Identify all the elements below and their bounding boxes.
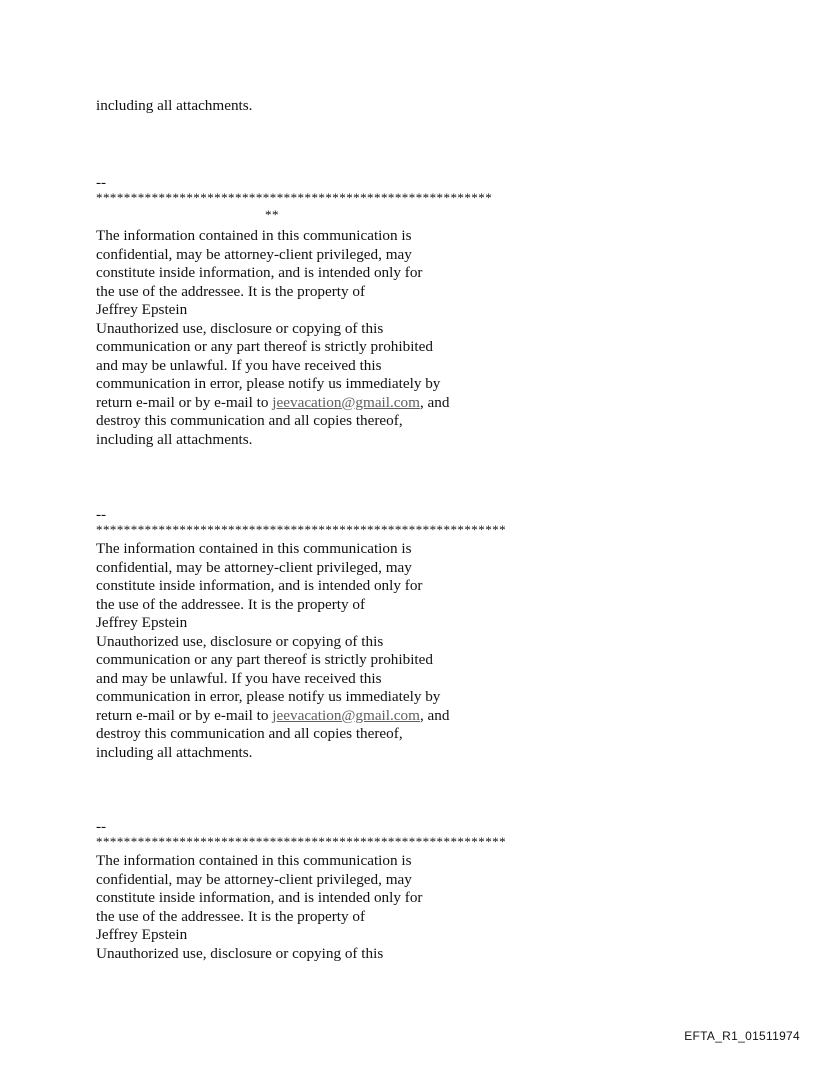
return-prefix: return e-mail or by e-mail to	[96, 706, 273, 724]
disclaimer-line: Jeffrey Epstein	[96, 301, 188, 318]
disclaimer-line: including all attachments.	[96, 743, 253, 761]
separator-stars: ***********************************************************	[96, 522, 507, 537]
disclaimer-line: communication in error, please notify us immediately by	[96, 688, 441, 705]
disclaimer-line: and may be unlawful. If you have received this	[96, 669, 382, 687]
disclaimer-line: the use of the addressee. It is the property of	[96, 282, 366, 300]
disclaimer-line: Jeffrey Epstein	[96, 926, 188, 943]
separator-stars: *********************************************************	[96, 190, 493, 205]
disclaimer-line: communication or any part thereof is strictly prohibited	[96, 651, 433, 668]
disclaimer-line: including all attachments.	[96, 430, 253, 448]
disclaimer-line: The information contained in this communication is	[96, 852, 412, 869]
disclaimer-return-line	[96, 707, 449, 726]
separator-stars-continued: **	[265, 207, 279, 222]
separator-dash: --	[96, 174, 107, 191]
disclaimer-line: the use of the addressee. It is the property of	[96, 907, 366, 925]
disclaimer-line: confidential, may be attorney-client privileged, may	[96, 870, 412, 888]
disclaimer-line: confidential, may be attorney-client privileged, may	[96, 558, 412, 576]
disclaimer-line: Unauthorized use, disclosure or copying of this	[96, 319, 384, 337]
disclaimer-line: Jeffrey Epstein	[96, 614, 188, 631]
return-prefix: return e-mail or by e-mail to	[96, 393, 273, 411]
return-suffix: , and	[419, 706, 450, 724]
disclaimer-line: constitute inside information, and is intended only for	[96, 889, 423, 906]
top-tail-text: including all attachments.	[96, 97, 253, 114]
disclaimer-line: the use of the addressee. It is the property of	[96, 595, 366, 613]
disclaimer-line: Unauthorized use, disclosure or copying of this	[96, 632, 384, 650]
separator-dash: --	[96, 506, 107, 523]
disclaimer-line: communication in error, please notify us immediately by	[96, 375, 441, 392]
email-link[interactable]: jeevacation@gmail.com	[272, 393, 420, 411]
disclaimer-line: destroy this communication and all copies thereof,	[96, 725, 403, 742]
return-suffix: , and	[419, 393, 450, 411]
disclaimer-line: The information contained in this communication is	[96, 540, 412, 557]
disclaimer-line: destroy this communication and all copies thereof,	[96, 412, 403, 429]
document-id: EFTA_R1_01511974	[684, 1029, 800, 1043]
disclaimer-return-line	[96, 394, 449, 413]
separator-stars: ***********************************************************	[96, 834, 507, 849]
disclaimer-line: constitute inside information, and is intended only for	[96, 577, 423, 594]
disclaimer-line: confidential, may be attorney-client privileged, may	[96, 245, 412, 263]
disclaimer-line: and may be unlawful. If you have received this	[96, 356, 382, 374]
disclaimer-line: The information contained in this communication is	[96, 227, 412, 244]
separator-dash: --	[96, 818, 107, 835]
email-link[interactable]: jeevacation@gmail.com	[272, 706, 420, 724]
disclaimer-line: Unauthorized use, disclosure or copying of this	[96, 944, 384, 962]
disclaimer-line: communication or any part thereof is strictly prohibited	[96, 338, 433, 355]
disclaimer-line: constitute inside information, and is intended only for	[96, 264, 423, 281]
